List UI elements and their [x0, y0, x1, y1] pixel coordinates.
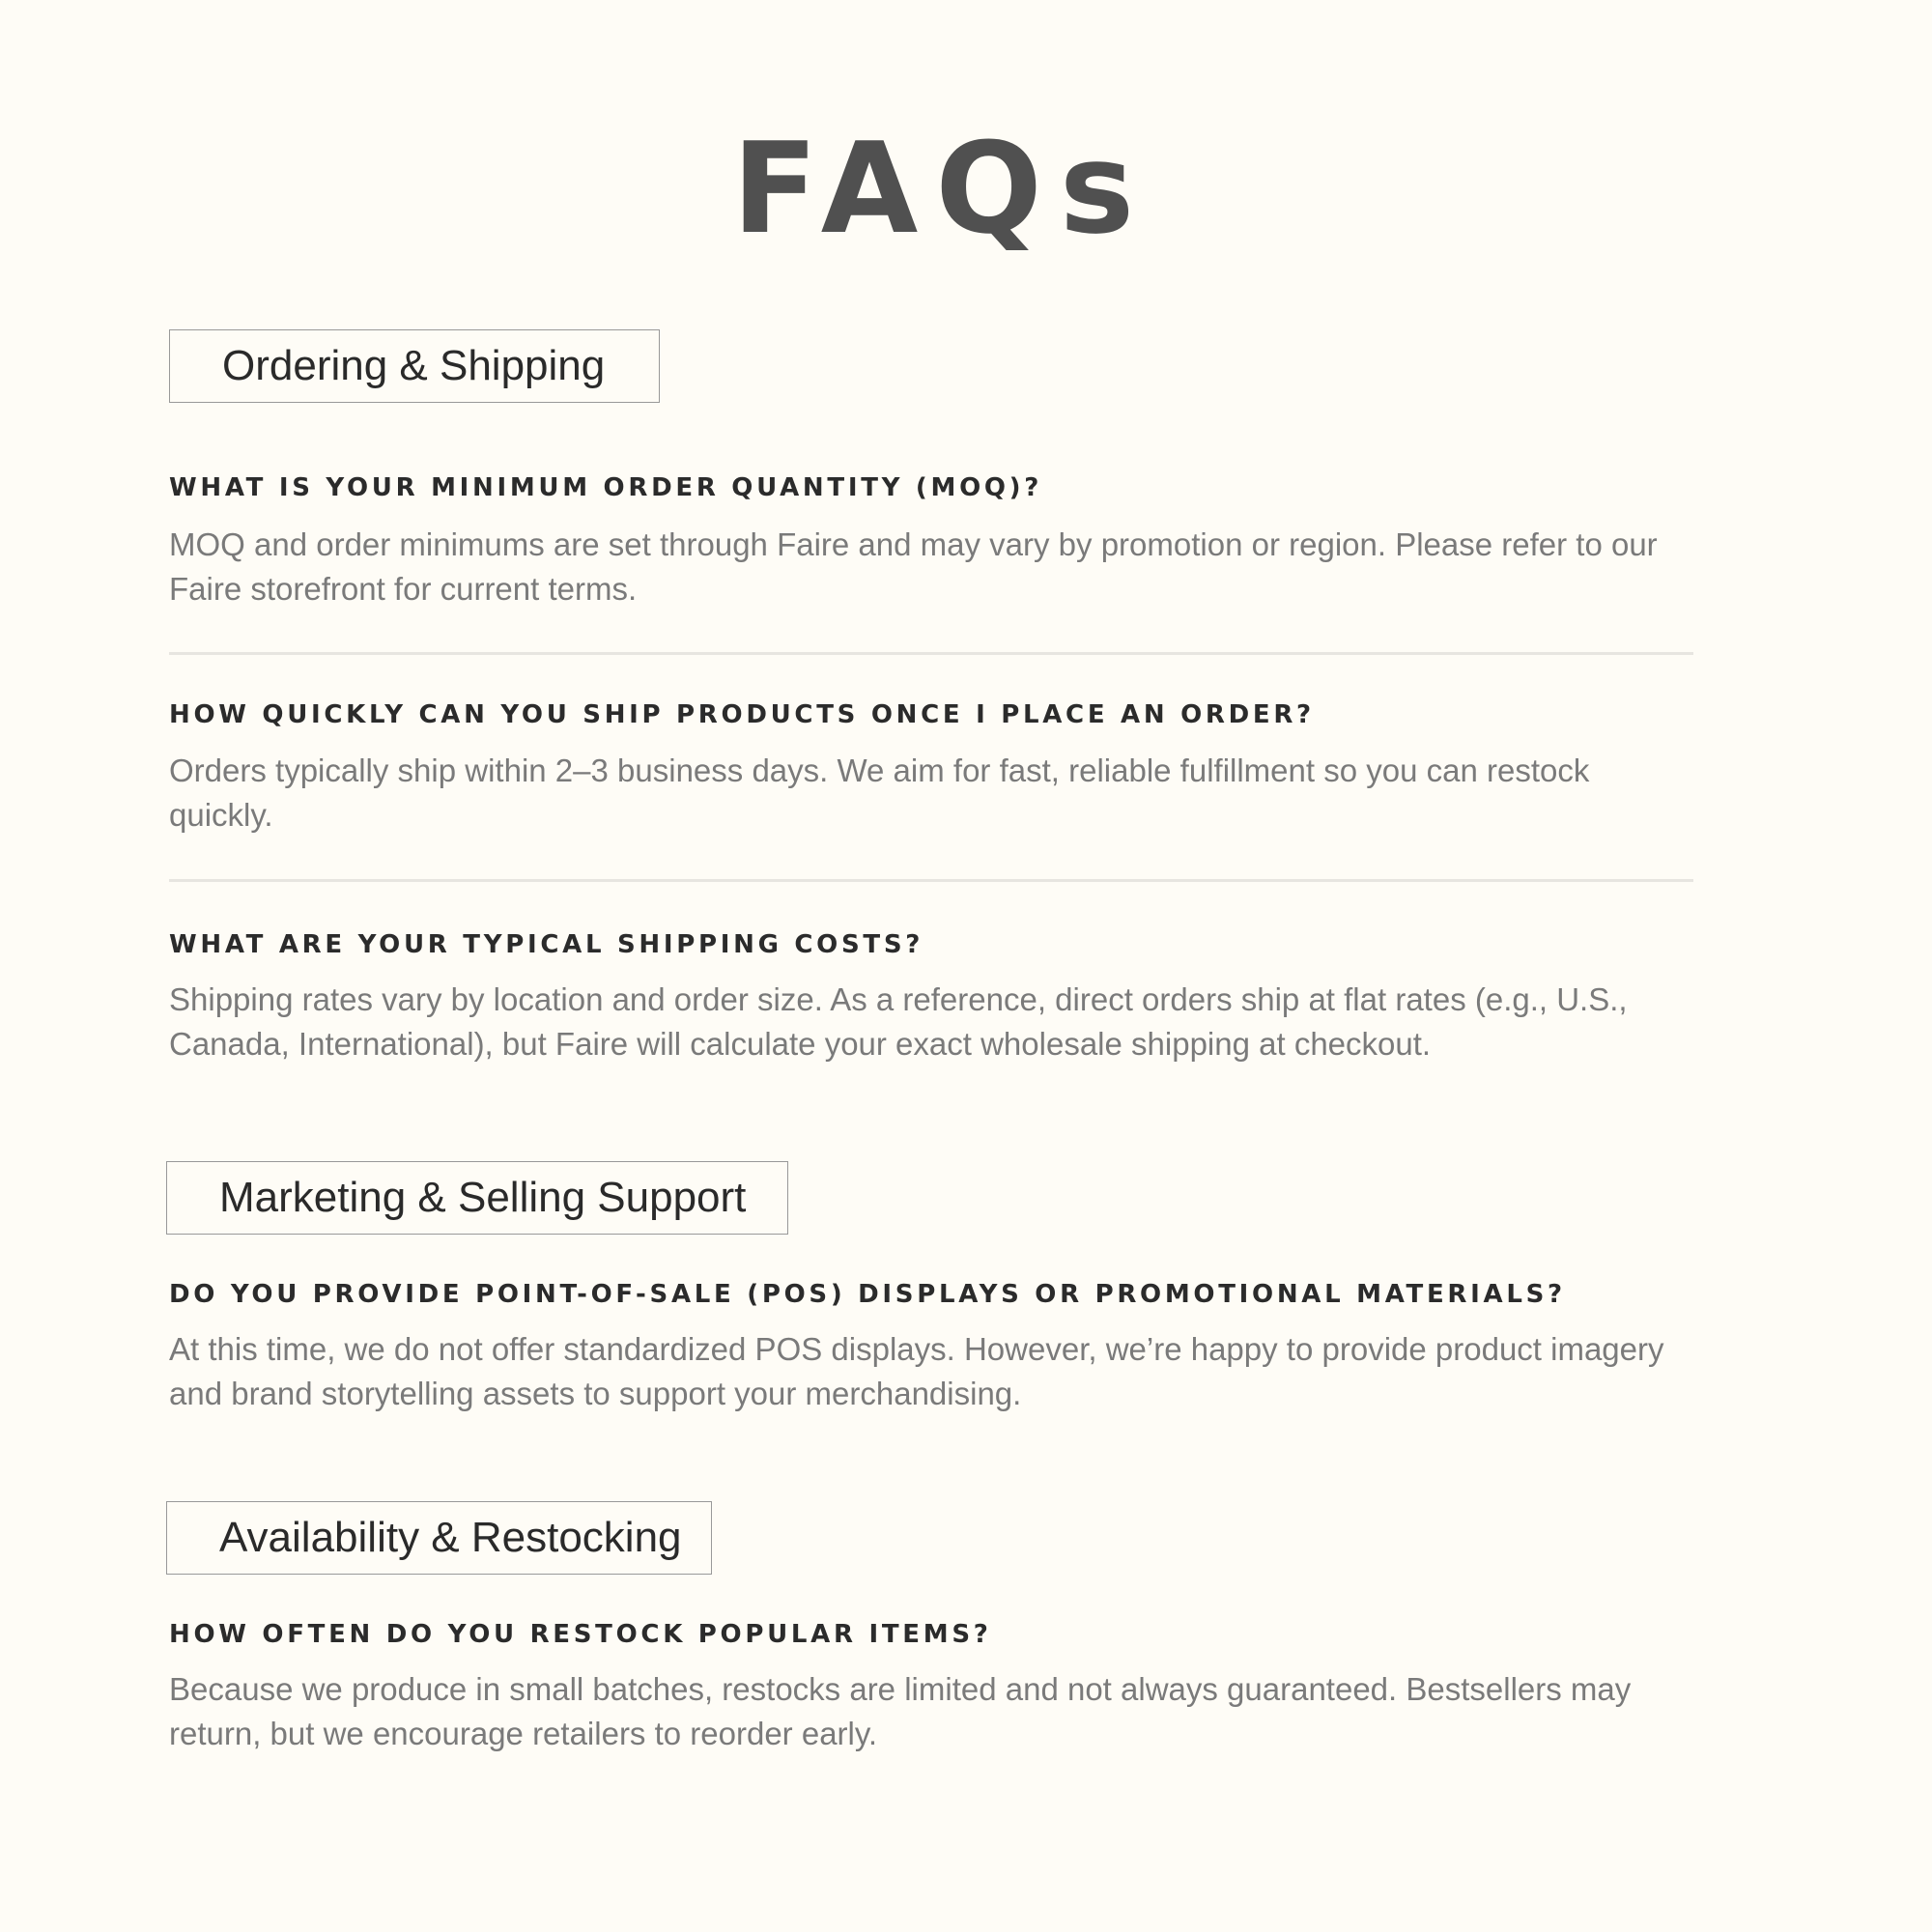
faq-question-moq: WHAT IS YOUR MINIMUM ORDER QUANTITY (MOQ)?	[169, 473, 1043, 502]
faq-question-restock: HOW OFTEN DO YOU RESTOCK POPULAR ITEMS?	[169, 1620, 992, 1649]
section-heading-ordering-shipping: Ordering & Shipping	[169, 329, 660, 403]
faq-question-shipping-costs: WHAT ARE YOUR TYPICAL SHIPPING COSTS?	[169, 930, 924, 959]
section-heading-marketing-selling-support: Marketing & Selling Support	[166, 1161, 788, 1235]
section-heading-availability-restocking: Availability & Restocking	[166, 1501, 712, 1575]
faq-answer-restock: Because we produce in small batches, restocks are limited and not always guaranteed. Bestsellers may return, but we encourage retailers to reorder early.	[169, 1671, 1632, 1751]
faq-question-ship-speed: HOW QUICKLY CAN YOU SHIP PRODUCTS ONCE I PLACE AN ORDER?	[169, 700, 1315, 729]
page-title: FAQs	[731, 115, 1152, 262]
faq-answer-moq: MOQ and order minimums are set through Faire and may vary by promotion or region. Please refer to our Faire storefront for current terms.	[169, 526, 1658, 607]
faq-answer-ship-speed: Orders typically ship within 2–3 business days. We aim for fast, reliable fulfillment so you can restock quickly.	[169, 753, 1590, 833]
faq-answer-shipping-costs: Shipping rates vary by location and order size. As a reference, direct orders ship at flat rates (e.g., U.S., Canada, International), but Faire will calculate your exact wholesale shipping at checkout.	[169, 981, 1628, 1062]
faq-question-pos-displays: DO YOU PROVIDE POINT-OF-SALE (POS) DISPLAYS OR PROMOTIONAL MATERIALS?	[169, 1280, 1566, 1309]
faq-divider	[169, 879, 1693, 882]
faq-divider	[169, 652, 1693, 655]
faq-answer-pos-displays: At this time, we do not offer standardized POS displays. However, we’re happy to provide product imagery and brand storytelling assets to support your merchandising.	[169, 1331, 1664, 1411]
